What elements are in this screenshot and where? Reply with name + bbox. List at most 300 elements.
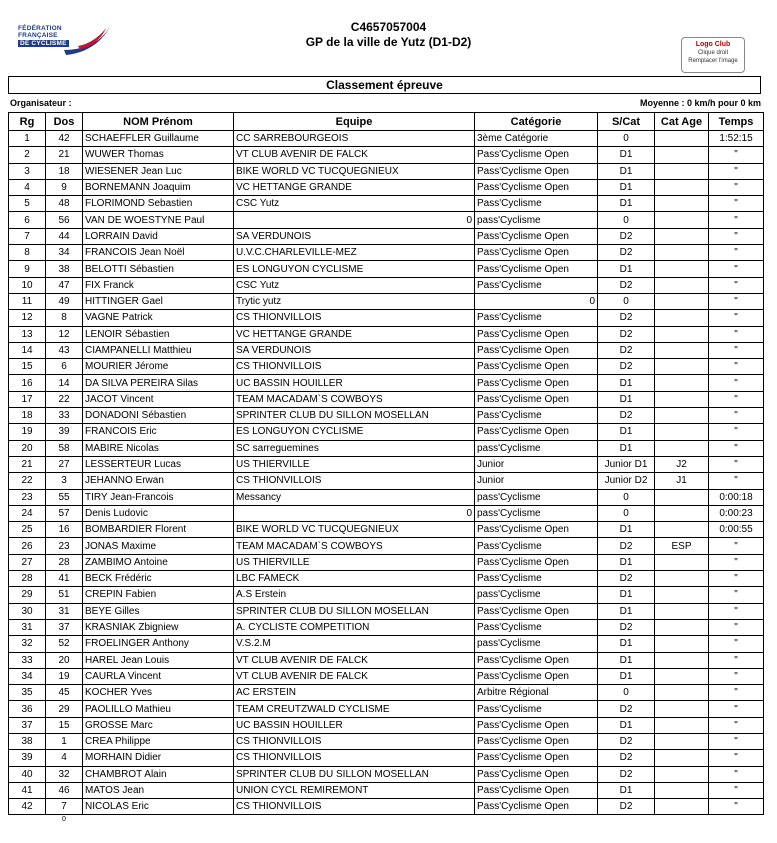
cell-rg: 40: [9, 766, 46, 782]
cell-equipe: AC ERSTEIN: [234, 685, 475, 701]
cell-nom: FIX Franck: [83, 277, 234, 293]
cell-equipe: BIKE WORLD VC TUCQUEGNIEUX: [234, 163, 475, 179]
cell-categorie: pass'Cyclisme: [475, 636, 598, 652]
cell-categorie: Pass'Cyclisme: [475, 619, 598, 635]
cell-equipe: A. CYCLISTE COMPETITION: [234, 619, 475, 635]
results-body: [9, 131, 764, 815]
cell-rg: 32: [9, 636, 46, 652]
cell-scat: D1: [598, 717, 655, 733]
cell-nom: KOCHER Yves: [83, 685, 234, 701]
cell-categorie: Pass'Cyclisme: [475, 196, 598, 212]
cell-rg: 21: [9, 456, 46, 472]
cell-rg: 10: [9, 277, 46, 293]
cell-dos: 56: [46, 212, 83, 228]
cell-dos: 57: [46, 505, 83, 521]
cell-dos: 22: [46, 391, 83, 407]
cell-catage: ESP: [655, 538, 709, 554]
cell-categorie: Pass'Cyclisme: [475, 571, 598, 587]
cell-temps: ": [709, 652, 764, 668]
cell-dos: 33: [46, 408, 83, 424]
table-row: [9, 342, 764, 358]
cell-nom: SCHAEFFLER Guillaume: [83, 131, 234, 147]
cell-catage: [655, 342, 709, 358]
cell-categorie: Pass'Cyclisme Open: [475, 228, 598, 244]
col-header-catage: Cat Age: [655, 113, 709, 131]
logo-club-hint-2: Remplacer l'image: [688, 58, 738, 64]
cell-rg: 29: [9, 587, 46, 603]
cell-dos: 52: [46, 636, 83, 652]
cell-nom: CIAMPANELLI Matthieu: [83, 342, 234, 358]
cell-rg: 9: [9, 261, 46, 277]
cell-catage: [655, 733, 709, 749]
cell-rg: 17: [9, 391, 46, 407]
cell-rg: 27: [9, 554, 46, 570]
cell-temps: ": [709, 440, 764, 456]
cell-rg: 20: [9, 440, 46, 456]
cell-equipe: VT CLUB AVENIR DE FALCK: [234, 668, 475, 684]
cell-categorie: Pass'Cyclisme: [475, 277, 598, 293]
cell-categorie: Pass'Cyclisme Open: [475, 261, 598, 277]
cell-nom: JONAS Maxime: [83, 538, 234, 554]
cell-temps: ": [709, 636, 764, 652]
cell-scat: Junior D1: [598, 456, 655, 472]
cell-dos: 19: [46, 668, 83, 684]
table-row: [9, 636, 764, 652]
cell-scat: D2: [598, 245, 655, 261]
table-row: [9, 375, 764, 391]
cell-nom: LESSERTEUR Lucas: [83, 456, 234, 472]
cell-categorie: Pass'Cyclisme Open: [475, 554, 598, 570]
cell-equipe: 0: [234, 505, 475, 521]
cell-equipe: U.V.C.CHARLEVILLE-MEZ: [234, 245, 475, 261]
cell-scat: D2: [598, 326, 655, 342]
cell-categorie: Pass'Cyclisme: [475, 701, 598, 717]
cell-catage: [655, 196, 709, 212]
table-row: [9, 619, 764, 635]
cell-dos: 29: [46, 701, 83, 717]
cell-rg: 11: [9, 293, 46, 309]
cell-scat: D1: [598, 440, 655, 456]
cell-temps: 0:00:23: [709, 505, 764, 521]
cell-dos: 16: [46, 522, 83, 538]
cell-equipe: SPRINTER CLUB DU SILLON MOSELLAN: [234, 408, 475, 424]
cell-scat: D1: [598, 587, 655, 603]
cell-catage: [655, 131, 709, 147]
cell-equipe: CSC Yutz: [234, 277, 475, 293]
cell-catage: [655, 587, 709, 603]
cell-scat: D1: [598, 391, 655, 407]
cell-rg: 15: [9, 359, 46, 375]
cell-temps: ": [709, 179, 764, 195]
cell-scat: 0: [598, 131, 655, 147]
cell-catage: [655, 163, 709, 179]
cell-categorie: pass'Cyclisme: [475, 505, 598, 521]
cell-temps: 0:00:18: [709, 489, 764, 505]
cell-catage: [655, 652, 709, 668]
cell-rg: 38: [9, 733, 46, 749]
cell-rg: 3: [9, 163, 46, 179]
cell-scat: D2: [598, 277, 655, 293]
cell-dos: 38: [46, 261, 83, 277]
cell-categorie: Pass'Cyclisme Open: [475, 750, 598, 766]
cell-categorie: Pass'Cyclisme Open: [475, 652, 598, 668]
cell-categorie: pass'Cyclisme: [475, 587, 598, 603]
cell-dos: 20: [46, 652, 83, 668]
cell-scat: D1: [598, 147, 655, 163]
cell-nom: HITTINGER Gael: [83, 293, 234, 309]
cell-categorie: Pass'Cyclisme Open: [475, 179, 598, 195]
cell-rg: 2: [9, 147, 46, 163]
cell-rg: 22: [9, 473, 46, 489]
cell-nom: BOMBARDIER Florent: [83, 522, 234, 538]
cell-dos: 43: [46, 342, 83, 358]
cell-temps: ": [709, 685, 764, 701]
cell-equipe: SPRINTER CLUB DU SILLON MOSELLAN: [234, 766, 475, 782]
cell-temps: ": [709, 717, 764, 733]
cell-scat: D1: [598, 163, 655, 179]
table-row: [9, 261, 764, 277]
cell-rg: 33: [9, 652, 46, 668]
cell-catage: [655, 701, 709, 717]
cell-equipe: UNION CYCL REMIREMONT: [234, 782, 475, 798]
cell-scat: D2: [598, 701, 655, 717]
cell-scat: 0: [598, 505, 655, 521]
cell-dos: 21: [46, 147, 83, 163]
cell-temps: ": [709, 212, 764, 228]
table-row: [9, 212, 764, 228]
cell-rg: 6: [9, 212, 46, 228]
table-row: [9, 440, 764, 456]
cell-dos: 34: [46, 245, 83, 261]
cell-nom: FRANCOIS Eric: [83, 424, 234, 440]
cell-temps: ": [709, 456, 764, 472]
cell-dos: 18: [46, 163, 83, 179]
cell-catage: [655, 766, 709, 782]
cell-equipe: US THIERVILLE: [234, 456, 475, 472]
cell-scat: D1: [598, 668, 655, 684]
cell-dos: 47: [46, 277, 83, 293]
cell-dos: 1: [46, 733, 83, 749]
cell-nom: HAREL Jean Louis: [83, 652, 234, 668]
cell-dos: 27: [46, 456, 83, 472]
cell-categorie: Arbitre Régional: [475, 685, 598, 701]
cell-equipe: SPRINTER CLUB DU SILLON MOSELLAN: [234, 603, 475, 619]
cell-equipe: TEAM MACADAM`S COWBOYS: [234, 391, 475, 407]
cell-categorie: Pass'Cyclisme Open: [475, 245, 598, 261]
cell-temps: ": [709, 603, 764, 619]
cell-scat: D1: [598, 652, 655, 668]
cell-catage: [655, 391, 709, 407]
cell-scat: D2: [598, 750, 655, 766]
cell-catage: [655, 668, 709, 684]
cell-dos: 28: [46, 554, 83, 570]
table-row: [9, 587, 764, 603]
table-row: [9, 408, 764, 424]
cell-equipe: SA VERDUNOIS: [234, 228, 475, 244]
cell-nom: NICOLAS Eric: [83, 799, 234, 815]
event-title: GP de la ville de Yutz (D1-D2): [305, 35, 472, 49]
cell-nom: BECK Frédéric: [83, 571, 234, 587]
cell-catage: [655, 424, 709, 440]
cell-equipe: TEAM MACADAM`S COWBOYS: [234, 538, 475, 554]
table-row: [9, 228, 764, 244]
cell-temps: ": [709, 245, 764, 261]
cell-dos: 31: [46, 603, 83, 619]
cell-scat: D1: [598, 522, 655, 538]
cell-scat: D2: [598, 799, 655, 815]
col-header-rg: Rg: [9, 113, 46, 131]
cell-categorie: Pass'Cyclisme Open: [475, 733, 598, 749]
cell-temps: ": [709, 619, 764, 635]
cell-catage: [655, 603, 709, 619]
cell-categorie: Junior: [475, 456, 598, 472]
cell-nom: TIRY Jean-Francois: [83, 489, 234, 505]
cell-catage: [655, 277, 709, 293]
cell-equipe: 0: [234, 212, 475, 228]
table-row: [9, 750, 764, 766]
cell-equipe: ES LONGUYON CYCLISME: [234, 261, 475, 277]
cell-rg: 28: [9, 571, 46, 587]
cell-dos: 6: [46, 359, 83, 375]
table-row: [9, 359, 764, 375]
cell-equipe: Trytic yutz: [234, 293, 475, 309]
cell-temps: ": [709, 554, 764, 570]
cell-catage: [655, 554, 709, 570]
table-row: [9, 424, 764, 440]
cell-equipe: VT CLUB AVENIR DE FALCK: [234, 147, 475, 163]
table-row: [9, 131, 764, 147]
cell-temps: ": [709, 147, 764, 163]
cell-nom: MATOS Jean: [83, 782, 234, 798]
cell-scat: D2: [598, 408, 655, 424]
cell-dos: 58: [46, 440, 83, 456]
cell-equipe: CS THIONVILLOIS: [234, 733, 475, 749]
table-row: [9, 163, 764, 179]
cell-rg: 23: [9, 489, 46, 505]
cell-equipe: SC sarreguemines: [234, 440, 475, 456]
cell-rg: 35: [9, 685, 46, 701]
cell-catage: [655, 750, 709, 766]
cell-rg: 8: [9, 245, 46, 261]
cell-catage: [655, 310, 709, 326]
cell-rg: 16: [9, 375, 46, 391]
cell-nom: VAGNE Patrick: [83, 310, 234, 326]
cell-nom: DA SILVA PEREIRA Silas: [83, 375, 234, 391]
cell-dos: 41: [46, 571, 83, 587]
table-row: [9, 456, 764, 472]
table-row: [9, 717, 764, 733]
cell-scat: 0: [598, 212, 655, 228]
table-row: [9, 505, 764, 521]
cell-dos: 44: [46, 228, 83, 244]
cell-catage: [655, 440, 709, 456]
cell-scat: D2: [598, 733, 655, 749]
cell-temps: ": [709, 538, 764, 554]
cell-scat: D1: [598, 782, 655, 798]
cell-temps: ": [709, 342, 764, 358]
cell-catage: [655, 717, 709, 733]
cell-temps: ": [709, 408, 764, 424]
cell-equipe: US THIERVILLE: [234, 554, 475, 570]
cell-equipe: VC HETTANGE GRANDE: [234, 326, 475, 342]
cell-categorie: Pass'Cyclisme Open: [475, 603, 598, 619]
cell-nom: WUWER Thomas: [83, 147, 234, 163]
cell-rg: 37: [9, 717, 46, 733]
cell-temps: ": [709, 163, 764, 179]
cell-categorie: Pass'Cyclisme Open: [475, 522, 598, 538]
cell-equipe: CS THIONVILLOIS: [234, 359, 475, 375]
cell-dos: 7: [46, 799, 83, 815]
cell-rg: 26: [9, 538, 46, 554]
cell-rg: 36: [9, 701, 46, 717]
cell-dos: 48: [46, 196, 83, 212]
cell-equipe: V.S.2.M: [234, 636, 475, 652]
cell-nom: Denis Ludovic: [83, 505, 234, 521]
table-row: [9, 391, 764, 407]
cell-nom: KRASNIAK Zbigniew: [83, 619, 234, 635]
cell-catage: [655, 261, 709, 277]
cell-scat: D1: [598, 375, 655, 391]
table-row: [9, 147, 764, 163]
cell-temps: ": [709, 277, 764, 293]
cell-catage: [655, 408, 709, 424]
cell-scat: D1: [598, 261, 655, 277]
cell-rg: 42: [9, 799, 46, 815]
cell-dos: 3: [46, 473, 83, 489]
table-row: [9, 489, 764, 505]
cell-scat: Junior D2: [598, 473, 655, 489]
col-header-temps: Temps: [709, 113, 764, 131]
cell-scat: D1: [598, 424, 655, 440]
cell-nom: CAURLA Vincent: [83, 668, 234, 684]
cell-rg: 34: [9, 668, 46, 684]
cell-scat: D2: [598, 342, 655, 358]
cell-scat: D1: [598, 196, 655, 212]
cell-dos: 42: [46, 131, 83, 147]
cell-nom: JACOT Vincent: [83, 391, 234, 407]
cell-nom: FROELINGER Anthony: [83, 636, 234, 652]
table-row: [9, 685, 764, 701]
cell-catage: [655, 228, 709, 244]
cell-nom: MABIRE Nicolas: [83, 440, 234, 456]
cell-rg: 13: [9, 326, 46, 342]
cell-categorie: pass'Cyclisme: [475, 489, 598, 505]
cell-catage: [655, 179, 709, 195]
cell-rg: 19: [9, 424, 46, 440]
table-row: [9, 782, 764, 798]
table-row: [9, 554, 764, 570]
cell-categorie: Pass'Cyclisme: [475, 310, 598, 326]
table-header-row: [9, 113, 764, 131]
cell-nom: VAN DE WOESTYNE Paul: [83, 212, 234, 228]
cell-nom: WIESENER Jean Luc: [83, 163, 234, 179]
cell-rg: 25: [9, 522, 46, 538]
cell-catage: [655, 505, 709, 521]
cell-catage: [655, 522, 709, 538]
table-row: [9, 473, 764, 489]
cell-scat: 0: [598, 489, 655, 505]
cell-scat: D1: [598, 603, 655, 619]
cell-temps: ": [709, 701, 764, 717]
cell-rg: 41: [9, 782, 46, 798]
cell-temps: 1:52:15: [709, 131, 764, 147]
cell-categorie: Pass'Cyclisme Open: [475, 326, 598, 342]
cell-catage: [655, 375, 709, 391]
cell-categorie: Pass'Cyclisme Open: [475, 717, 598, 733]
cell-dos: 55: [46, 489, 83, 505]
cell-dos: 46: [46, 782, 83, 798]
cell-categorie: Pass'Cyclisme Open: [475, 766, 598, 782]
cell-temps: ": [709, 293, 764, 309]
cell-catage: [655, 799, 709, 815]
col-header-scat: S/Cat: [598, 113, 655, 131]
cell-temps: ": [709, 391, 764, 407]
cell-dos: 4: [46, 750, 83, 766]
cell-categorie: Pass'Cyclisme Open: [475, 424, 598, 440]
cell-scat: D2: [598, 228, 655, 244]
cell-equipe: TEAM CREUTZWALD CYCLISME: [234, 701, 475, 717]
logo-line-1: FÉDÉRATION: [18, 25, 62, 32]
cell-temps: ": [709, 228, 764, 244]
cell-categorie: Pass'Cyclisme Open: [475, 799, 598, 815]
cell-catage: [655, 636, 709, 652]
table-row: [9, 277, 764, 293]
cell-rg: 30: [9, 603, 46, 619]
cell-dos: 39: [46, 424, 83, 440]
col-header-categorie: Catégorie: [475, 113, 598, 131]
cell-temps: ": [709, 733, 764, 749]
section-title: Classement épreuve: [8, 76, 761, 94]
cell-categorie: Pass'Cyclisme Open: [475, 342, 598, 358]
cell-dos: 45: [46, 685, 83, 701]
table-row: [9, 522, 764, 538]
cell-rg: 4: [9, 179, 46, 195]
cell-categorie: Pass'Cyclisme: [475, 538, 598, 554]
cell-scat: D1: [598, 554, 655, 570]
cell-dos: 37: [46, 619, 83, 635]
cell-catage: J2: [655, 456, 709, 472]
logo-club-placeholder[interactable]: [681, 37, 745, 73]
col-header-nom: NOM Prénom: [83, 113, 234, 131]
cell-categorie: Pass'Cyclisme: [475, 408, 598, 424]
cell-catage: [655, 293, 709, 309]
cell-equipe: UC BASSIN HOUILLER: [234, 717, 475, 733]
cell-categorie: Pass'Cyclisme Open: [475, 391, 598, 407]
cell-equipe: Messancy: [234, 489, 475, 505]
table-row: [9, 179, 764, 195]
table-row: [9, 668, 764, 684]
logo-club-hint-1: Clique droit: [697, 50, 729, 56]
cell-nom: LORRAIN David: [83, 228, 234, 244]
cell-dos: 51: [46, 587, 83, 603]
cell-scat: D2: [598, 571, 655, 587]
cell-nom: FRANCOIS Jean Noël: [83, 245, 234, 261]
organisateur-label: Organisateur :: [10, 98, 72, 108]
cell-rg: 39: [9, 750, 46, 766]
cell-scat: D2: [598, 766, 655, 782]
footer-mark: 0: [62, 816, 66, 823]
cell-equipe: BIKE WORLD VC TUCQUEGNIEUX: [234, 522, 475, 538]
cell-categorie: pass'Cyclisme: [475, 440, 598, 456]
cell-categorie: Pass'Cyclisme Open: [475, 359, 598, 375]
cell-scat: D1: [598, 179, 655, 195]
table-row: [9, 603, 764, 619]
cell-categorie: Pass'Cyclisme Open: [475, 375, 598, 391]
cell-catage: [655, 571, 709, 587]
cell-scat: D1: [598, 636, 655, 652]
cell-catage: [655, 147, 709, 163]
moyenne-text: Moyenne : 0 km/h pour 0 km: [639, 98, 761, 108]
